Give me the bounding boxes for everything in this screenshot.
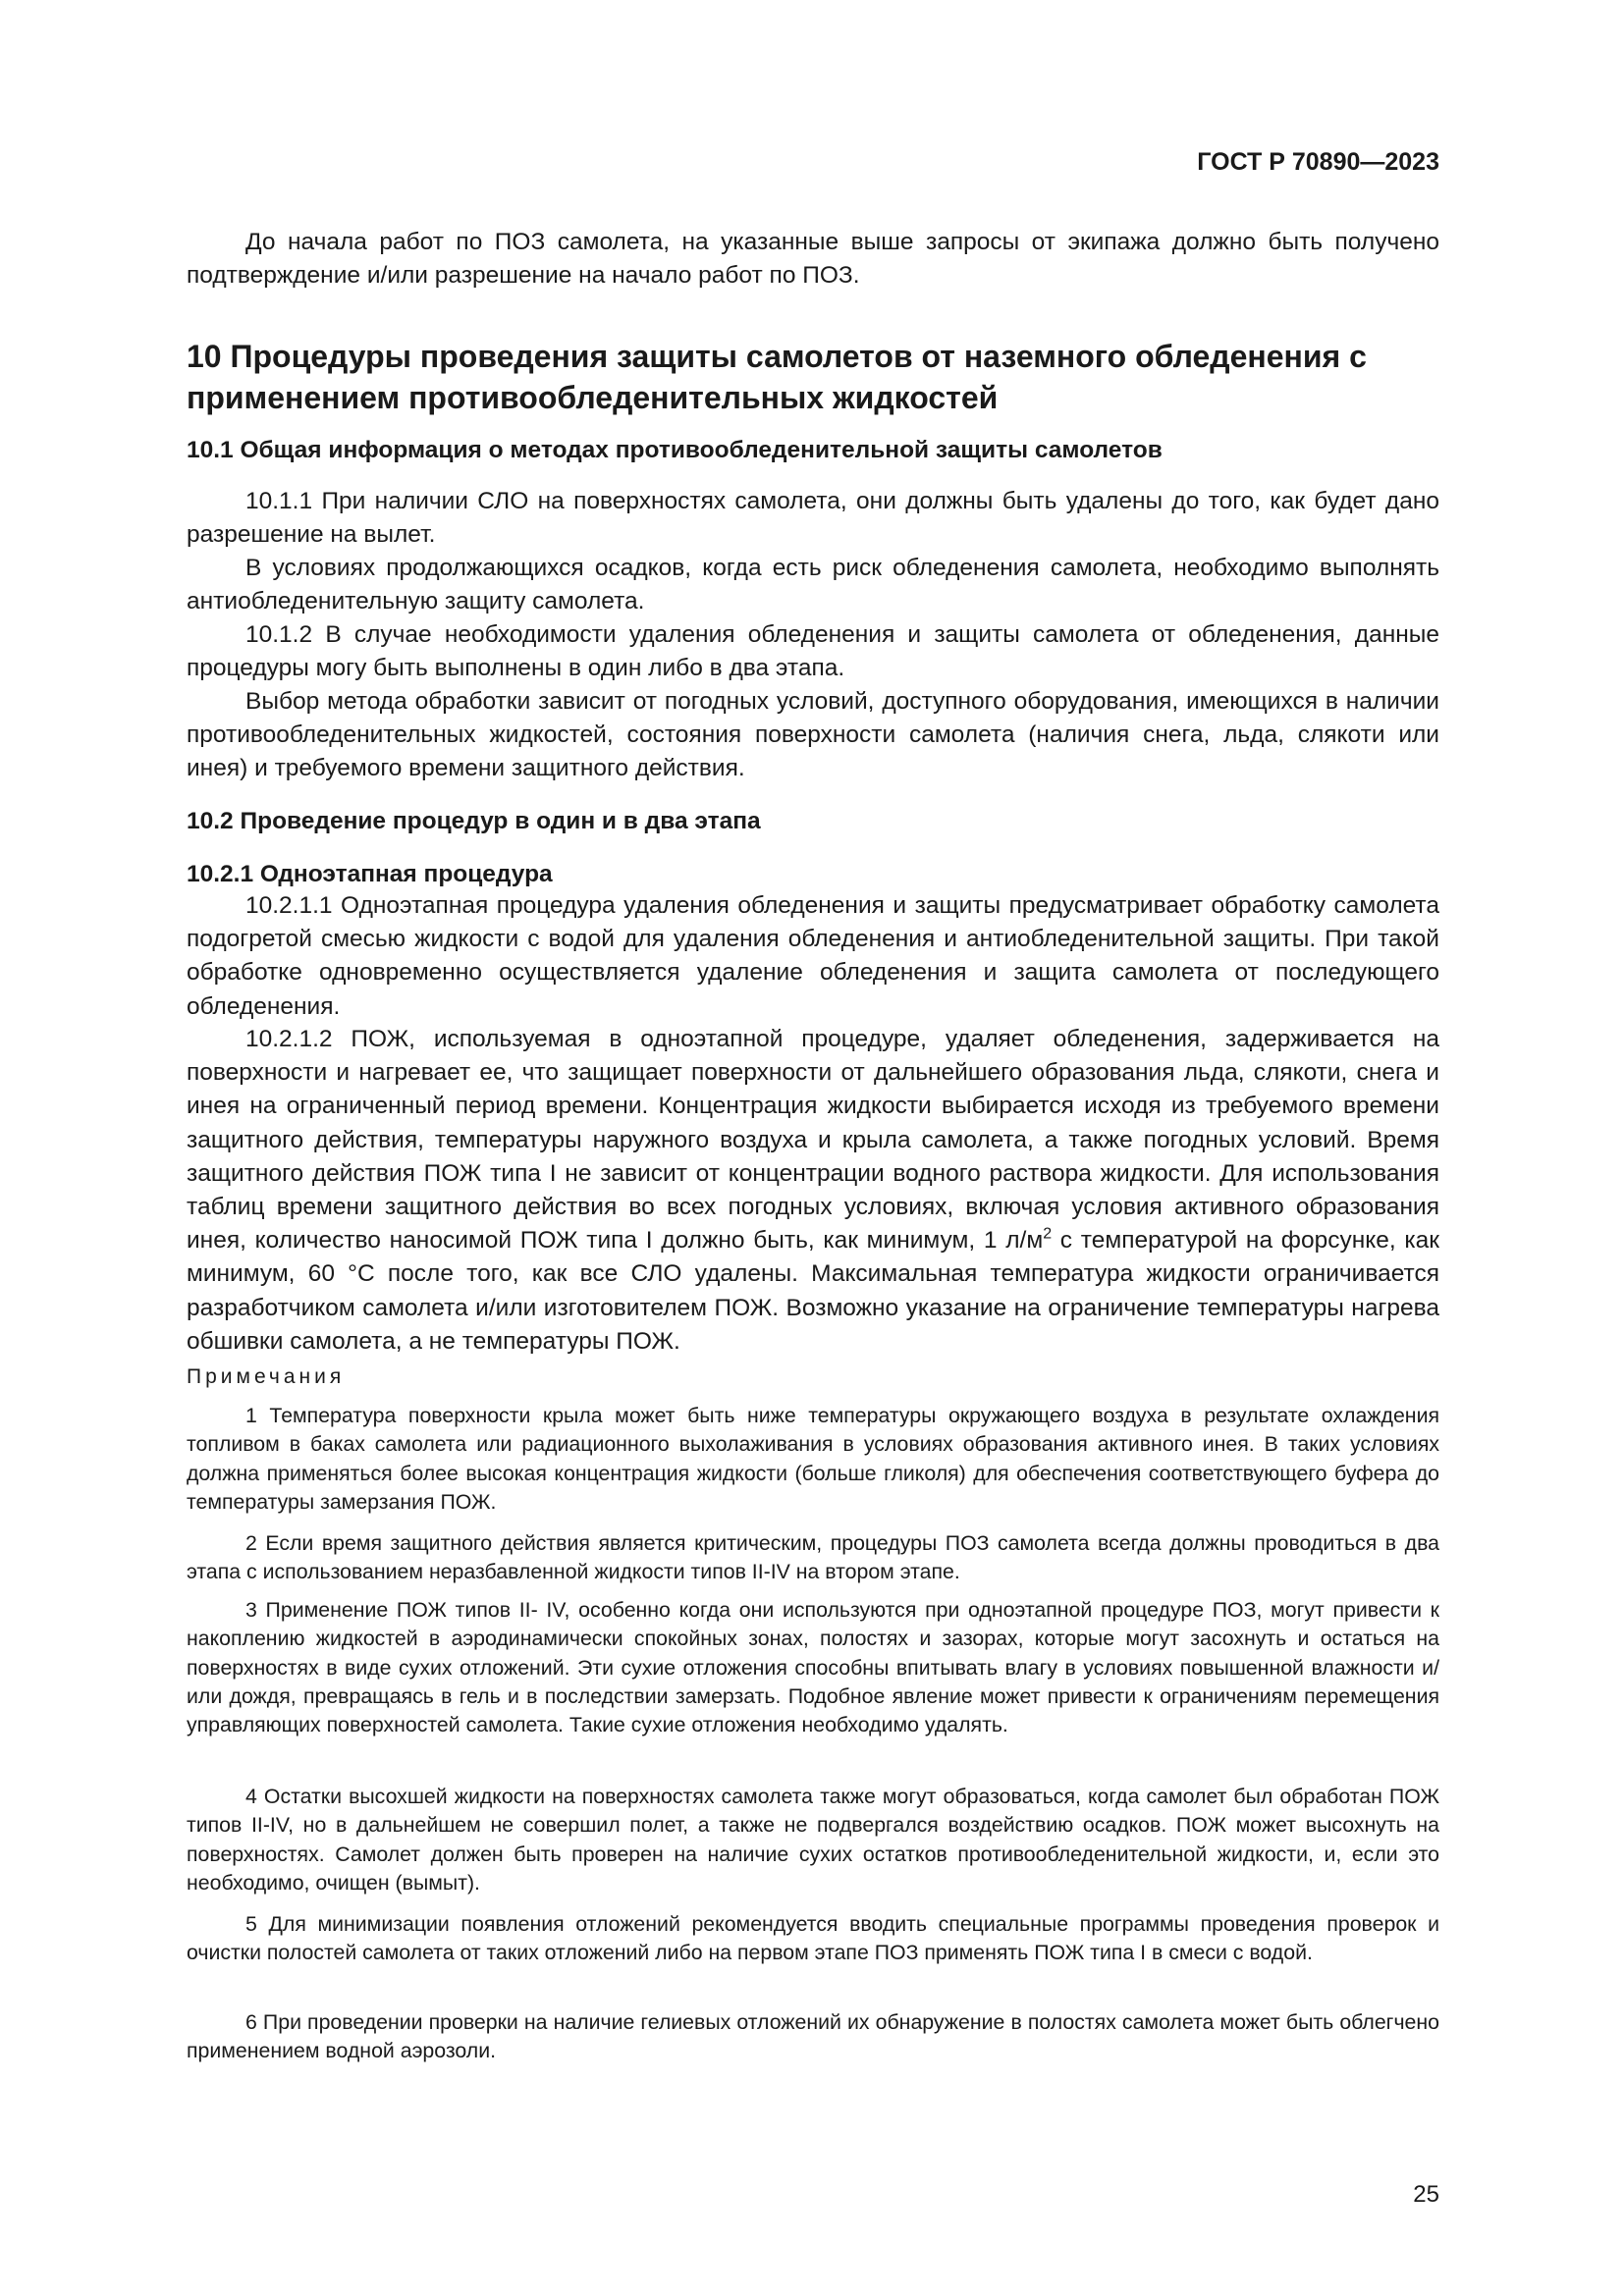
paragraph-precipitation: В условиях продолжающихся осадков, когда есть риск обледенения самолета, необходимо выполнять антиобледенительную защиту самолета. (187, 555, 1439, 615)
section-10-heading: 10 Процедуры проведения защиты самолетов от наземного обледенения с применением противообледенительных жидкостей (187, 339, 1367, 415)
note-1: 1 Температура поверхности крыла может быть ниже температуры окружающего воздуха в результате охлаждения топливом в баках самолета или радиационного выхолаживания в условиях образования активного инея. В таких условиях должна применяться более высокая концентрация жидкости (больше гликоля) для обеспечения соответствующего буфера до температуры замерзания ПОЖ. (187, 1404, 1439, 1514)
section-10-1-heading: 10.1 Общая информация о методах противообледенительной защиты самолетов (187, 437, 1163, 463)
intro-paragraph (187, 226, 1439, 293)
paragraph-10-2-1-2-part-b: с температурой на форсунке, как минимум, 60 °С после того, как все СЛО удалены. Максимальная температура жидкости ограничивается разработчиком самолета и/или изготовителем ПОЖ. Возможно указание на ограничение температуры нагрева обшивки самолета, а не температуры ПОЖ. (187, 1227, 1439, 1355)
paragraph-10-2-1-1: 10.2.1.1 Одноэтапная процедура удаления обледенения и защиты предусматривает обработку самолета подогретой смесью жидкости с водой для удаления обледенения и антиобледенительной защиты. При такой обработке одновременно осуществляется удаление обледенения и защита самолета от последующего обледенения. (187, 892, 1439, 1020)
section-10-2-heading: 10.2 Проведение процедур в один и в два этапа (187, 808, 761, 834)
note-6: 6 При проведении проверки на наличие гелиевых отложений их обнаружение в полостях самолета может быть облегчено применением водной аэрозоли. (187, 2010, 1439, 2063)
squared-superscript: 2 (1043, 1225, 1053, 1243)
note-4: 4 Остатки высохшей жидкости на поверхностях самолета также могут образоваться, когда самолет был обработан ПОЖ типов II-IV, но в дальнейшем не совершил полет, а также не подвергался воздействию осадков. ПОЖ может высохнуть на поверхностях. Самолет должен быть проверен на наличие сухих остатков противообледенительной жидкости, и, если это необходимо, очищен (вымыт). (187, 1785, 1439, 1895)
document-number-header: ГОСТ Р 70890—2023 (1197, 148, 1439, 176)
paragraph-10-2-1-2-part-a: 10.2.1.2 ПОЖ, используемая в одноэтапной процедуре, удаляет обледенения, задерживается на поверхности и нагревает ее, что защищает поверхности от дальнейшего образования льда, слякоти, снега и инея на ограниченный период времени. Концентрация жидкости выбирается исходя из требуемого времени защитного действия, температуры наружного воздуха и крыла самолета, а также погодных условий. Время защитного действия ПОЖ типа I не зависит от концентрации водного раствора жидкости. Для использования таблиц времени защитного действия во всех погодных условиях, включая условия активного образования инея, количество наносимой ПОЖ типа I должно быть, как минимум, 1 л/м (187, 1026, 1439, 1255)
note-2: 2 Если время защитного действия является критическим, процедуры ПОЗ самолета всегда должны проводиться в два этапа с использованием неразбавленной жидкости типов II-IV на втором этапе. (187, 1531, 1439, 1584)
notes-heading: Примечания (187, 1365, 346, 1388)
paragraph-10-2-1-2 (187, 1023, 1439, 1359)
paragraph-10-1-2: 10.1.2 В случае необходимости удаления обледенения и защиты самолета от обледенения, данные процедуры могу быть выполнены в один либо в два этапа. (187, 621, 1439, 682)
note-3: 3 Применение ПОЖ типов II- IV, особенно когда они используются при одноэтапной процедуре ПОЗ, могут привести к накоплению жидкостей в аэродинамически спокойных зонах, полостях и зазорах, которые могут засохнуть и остаться на поверхностях в виде сухих отложений. Эти сухие отложения способны впитывать влагу в условиях повышенной влажности и/или дождя, превращаясь в гель и в последствии замерзать. Подобное явление может привести к ограничениям перемещения управляющих поверхностей самолета. Такие сухие отложения необходимо удалять. (187, 1598, 1439, 1737)
note-5: 5 Для минимизации появления отложений рекомендуется вводить специальные программы проведения проверок и очистки полостей самолета от таких отложений либо на первом этапе ПОЗ применять ПОЖ типа I в смеси с водой. (187, 1912, 1439, 1965)
paragraph-method-choice: Выбор метода обработки зависит от погодных условий, доступного оборудования, имеющихся в наличии противообледенительных жидкостей, состояния поверхности самолета (наличия снега, льда, слякоти или инея) и требуемого времени защитного действия. (187, 688, 1439, 782)
paragraph-10-1-1: 10.1.1 При наличии СЛО на поверхностях самолета, они должны быть удалены до того, как будет дано разрешение на вылет. (187, 488, 1439, 549)
intro-text: До начала работ по ПОЗ самолета, на указанные выше запросы от экипажа должно быть получено подтверждение и/или разрешение на начало работ по ПОЗ. (187, 229, 1439, 290)
section-10-2-1-heading: 10.2.1 Одноэтапная процедура (187, 861, 553, 887)
page-number: 25 (1413, 2181, 1439, 2208)
